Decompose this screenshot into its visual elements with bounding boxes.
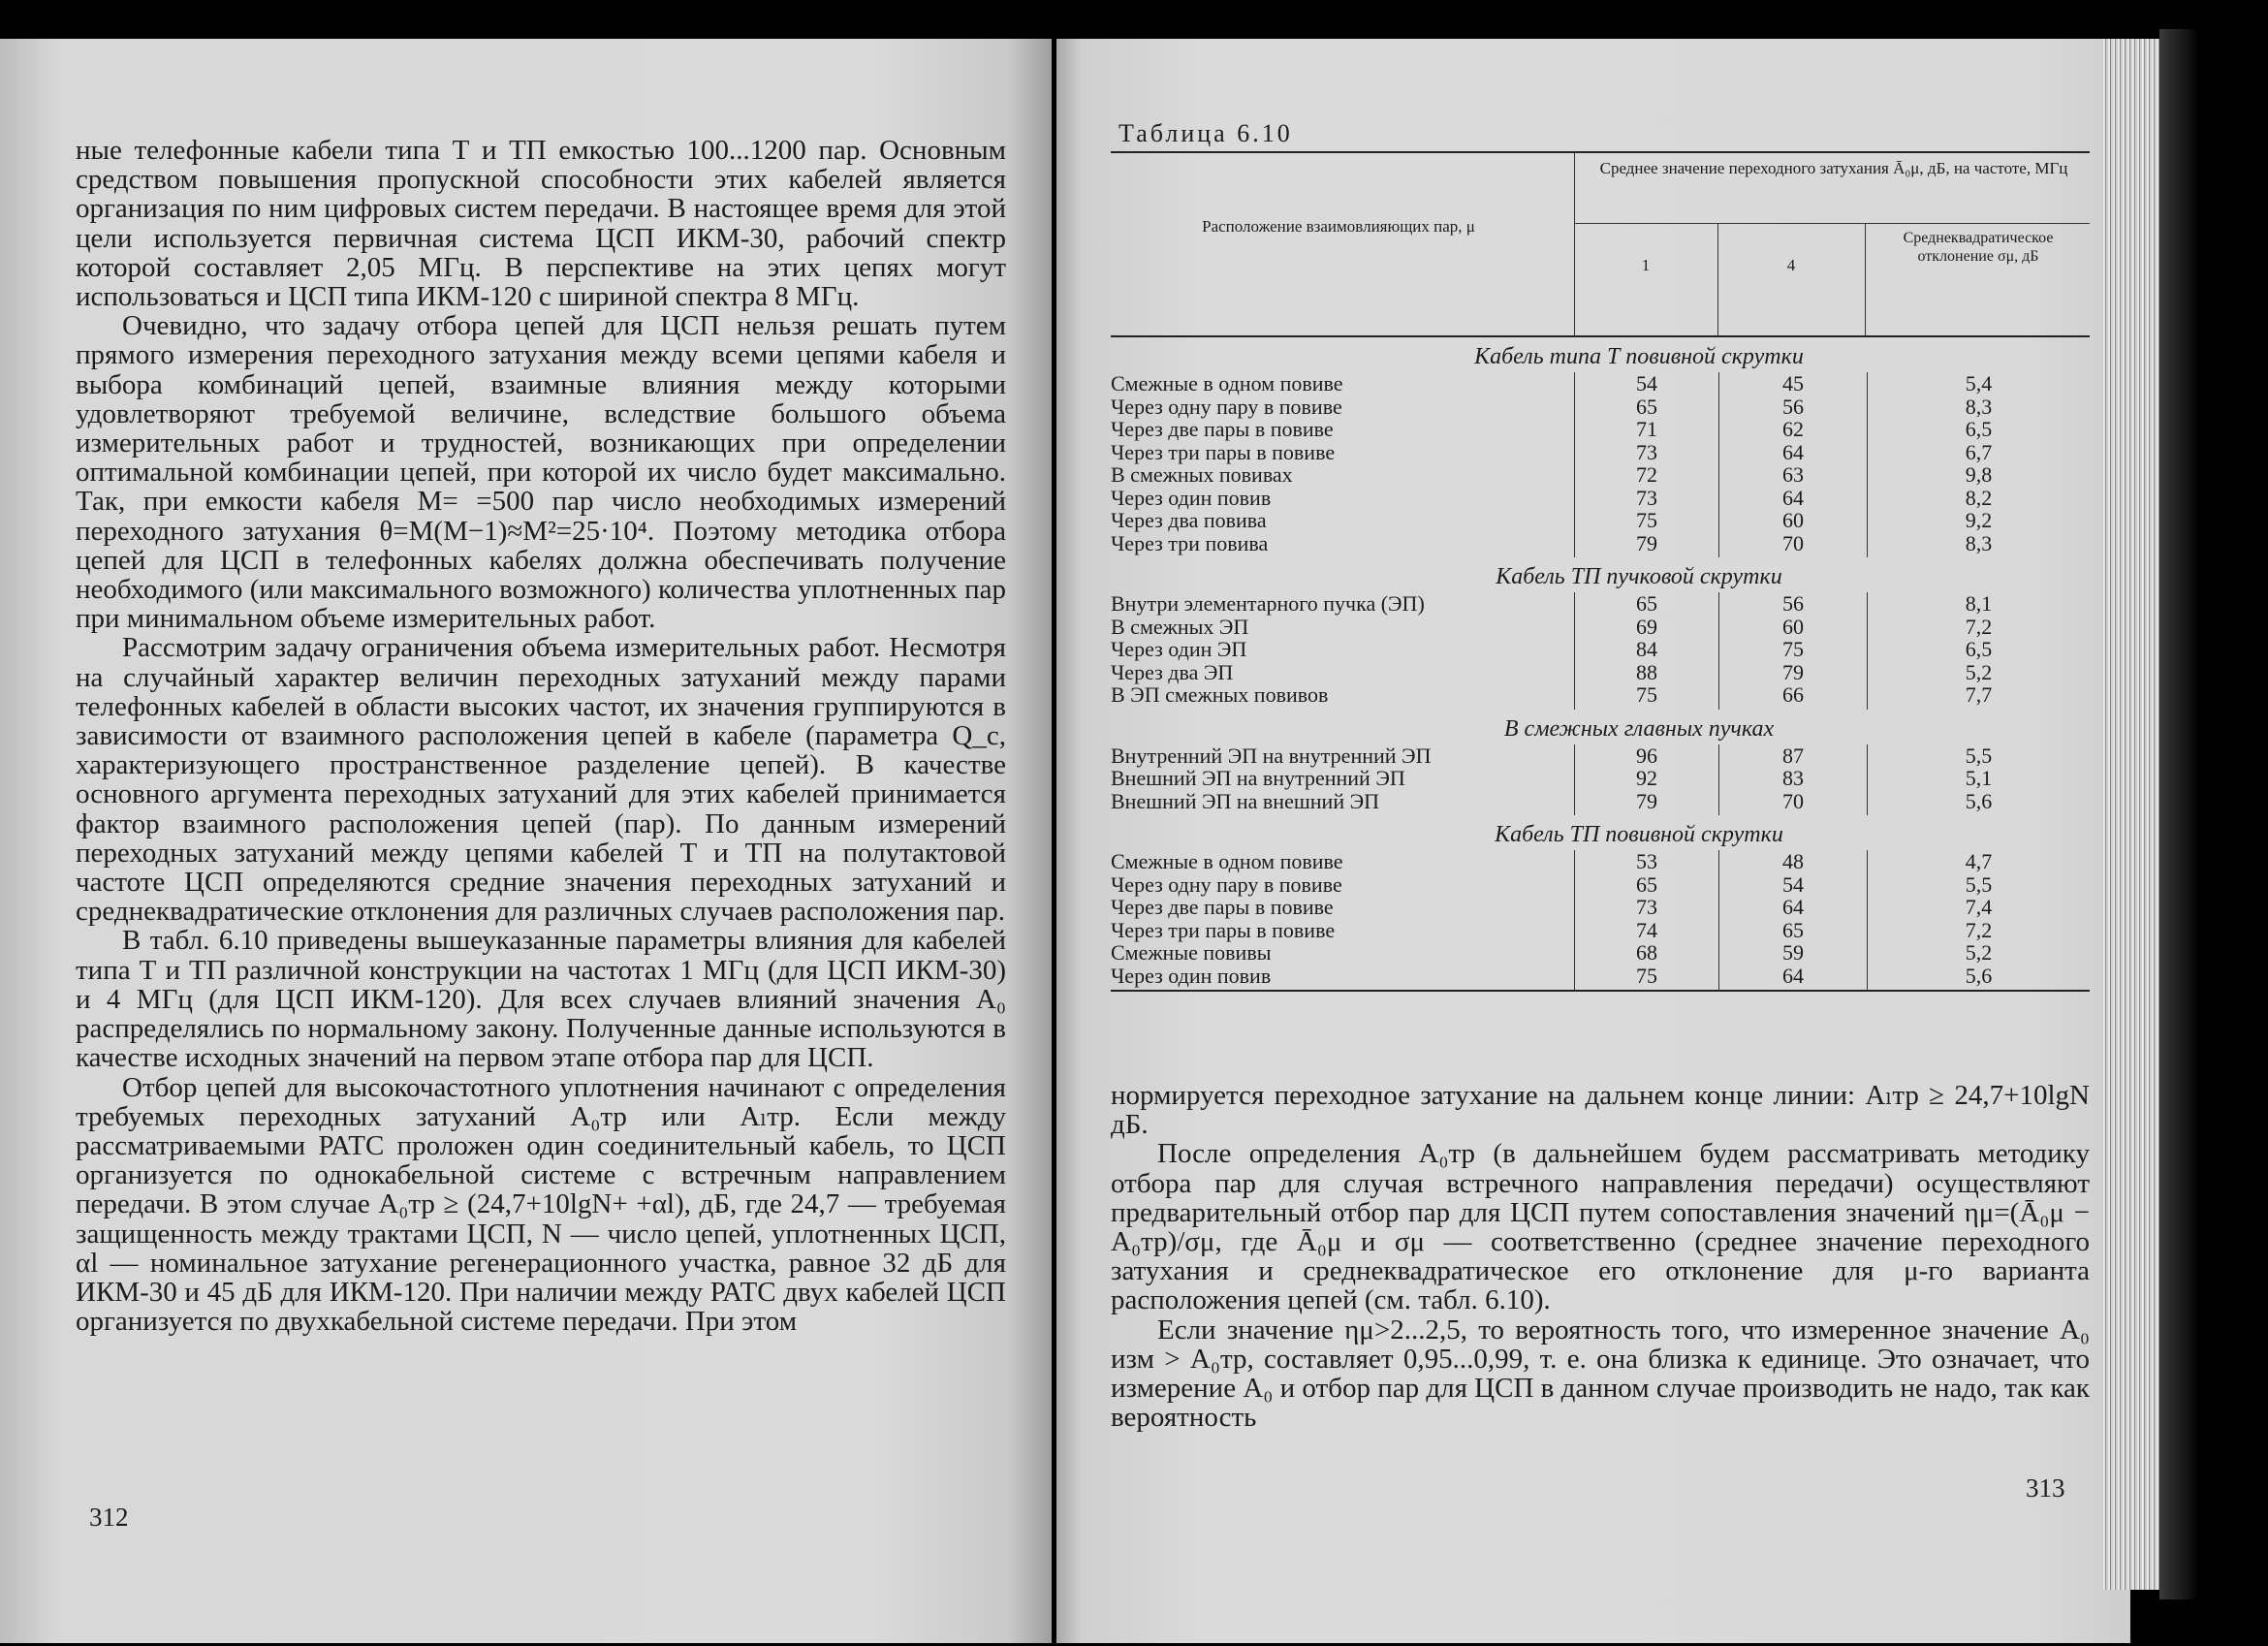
table-row	[1111, 919, 2090, 942]
row-value-4mhz: 56	[1718, 396, 1867, 419]
row-value-4mhz: 70	[1718, 790, 1867, 813]
row-std-dev: 5,6	[1867, 965, 2090, 988]
row-value-4mhz: 56	[1718, 592, 1867, 616]
left-page	[0, 39, 1052, 1643]
row-position: Через одну пару в повиве	[1111, 394, 1342, 419]
book-page-edges	[2103, 39, 2159, 1590]
table-row	[1111, 744, 2090, 768]
right-paragraph-3: Если значение ημ>2...2,5, то вероятность того, что измеренное значение A₀ изм > A₀тр, составляет 0,95...0,99, т. е. она близка к единице. Это означает, что измерение A₀ и отбор пар для ЦСП в данном случае производить не надо, так как вероятность	[1111, 1314, 2090, 1434]
left-paragraph-1: ные телефонные кабели типа Т и ТП емкостью 100...1200 пар. Основным средством повышения пропускной способности этих кабелей является организация по ним цифровых систем передачи. В настоящее время для этой цели используется первичная система ЦСП ИКМ-30, рабочий спектр которой составляет 2,05 МГц. В перспективе на этих цепях могут использоваться и ЦСП типа ИКМ-120 с шириной спектра 8 МГц.	[76, 135, 1006, 313]
table-row	[1111, 767, 2090, 790]
row-value-4mhz: 83	[1718, 767, 1867, 790]
row-std-dev: 5,5	[1867, 873, 2090, 897]
row-value-4mhz: 62	[1718, 418, 1867, 441]
table-section-title: В смежных главных пучках	[1503, 715, 1775, 742]
row-position: В смежных ЭП	[1111, 614, 1249, 639]
row-value-4mhz: 54	[1718, 873, 1867, 897]
row-value-1mhz: 75	[1574, 683, 1718, 707]
row-value-1mhz: 73	[1574, 487, 1718, 510]
table-row	[1111, 661, 2090, 684]
row-value-1mhz: 75	[1574, 965, 1718, 988]
row-std-dev: 6,7	[1867, 441, 2090, 464]
row-position: Через две пары в повиве	[1111, 417, 1334, 441]
table-row	[1111, 965, 2090, 988]
row-value-1mhz: 73	[1574, 441, 1718, 464]
row-std-dev: 9,2	[1867, 509, 2090, 532]
header-mean-attenuation: Среднее значение переходного затухания Ā₀μ, дБ, на частоте, МГц	[1599, 159, 2068, 177]
row-position: Через три пары в повиве	[1111, 439, 1336, 464]
table-section-title: Кабель ТП пучковой скрутки	[1496, 564, 1782, 589]
row-std-dev: 5,1	[1867, 767, 2090, 790]
table-row	[1111, 873, 2090, 897]
row-position: Через один повив	[1111, 485, 1272, 510]
row-value-4mhz: 87	[1718, 744, 1867, 768]
row-value-4mhz: 65	[1718, 919, 1867, 942]
right-paragraph-2: После определения A₀тр (в дальнейшем будем рассматривать методику отбора пар для случая встречного направления передачи) осуществляют предварительный отбор пар для ЦСП путем сопоставления значений ημ=(Ā₀μ − A₀тр)/σμ, где Ā₀μ и σμ — соответственно (среднее значение переходного затухания и среднеквадратическое его отклонение для μ-го варианта расположения цепей (см. табл. 6.10).	[1111, 1138, 2090, 1316]
row-value-4mhz: 60	[1718, 616, 1867, 639]
table-row	[1111, 532, 2090, 555]
row-std-dev: 7,2	[1867, 616, 2090, 639]
table-section-title: Кабель типа Т повивной скрутки	[1474, 344, 1804, 369]
row-position: Внешний ЭП на внешний ЭП	[1111, 788, 1380, 813]
header-std-deviation: Среднеквадратическое отклонение σμ, дБ	[1903, 230, 2054, 265]
row-std-dev: 5,6	[1867, 790, 2090, 813]
row-value-1mhz: 75	[1574, 509, 1718, 532]
right-page	[1056, 39, 2130, 1643]
row-value-1mhz: 65	[1574, 592, 1718, 616]
row-value-4mhz: 75	[1718, 638, 1867, 661]
row-value-4mhz: 64	[1718, 896, 1867, 919]
table-row	[1111, 487, 2090, 510]
right-paragraph-1: нормируется переходное затухание на дальнем конце линии: Aₗтр ≥ 24,7+10lgN дБ.	[1111, 1080, 2090, 1141]
row-std-dev: 9,8	[1867, 463, 2090, 487]
row-value-1mhz: 68	[1574, 941, 1718, 965]
table-row	[1111, 418, 2090, 441]
book-cover-edge	[2159, 29, 2198, 1599]
row-position: Внутри элементарного пучка (ЭП)	[1111, 591, 1425, 616]
left-paragraph-5: Отбор цепей для высокочастотного уплотнения начинают с определения требуемых переходных затуханий A₀тр или Aₗтр. Если между рассматриваемыми РАТС проложен один соединительный кабель, то ЦСП организуется по однокабельной системе с встречным направлением передачи. В этом случае A₀тр ≥ (24,7+10lgN+ +αl), дБ, где 24,7 — требуемая защищенность между трактами ЦСП, N — число цепей, уплотненных ЦСП, αl — номинальное затухание регенерационного участка, равное 32 дБ для ИКМ-30 и 45 дБ для ИКМ-120. При наличии между РАТС двух кабелей ЦСП организуется по двухкабельной системе передачи. При этом	[76, 1071, 1006, 1338]
table-row	[1111, 941, 2090, 965]
row-std-dev: 8,3	[1867, 396, 2090, 419]
row-value-1mhz: 92	[1574, 767, 1718, 790]
row-position: Внутренний ЭП на внутренний ЭП	[1111, 743, 1432, 768]
row-value-1mhz: 71	[1574, 418, 1718, 441]
row-value-1mhz: 74	[1574, 919, 1718, 942]
row-std-dev: 6,5	[1867, 638, 2090, 661]
table-row	[1111, 638, 2090, 661]
row-std-dev: 5,5	[1867, 744, 2090, 768]
table-row	[1111, 790, 2090, 813]
row-std-dev: 4,7	[1867, 850, 2090, 873]
left-paragraph-3: Рассмотрим задачу ограничения объема измерительных работ. Несмотря на случайный характер величин переходных затуханий между парами телефонных кабелей в области высоких частот, их значения группируются в зависимости от взаимного расположения цепей в кабеле (параметра Q_c, характеризующего пространственное разделение цепей). В качестве основного аргумента переходных затуханий для этих кабелей принимается фактор взаимного расположения цепей (пар). По данным измерений переходных затуханий между цепями кабелей Т и ТП на полутактовой частоте ЦСП определяются средние значения переходных затуханий и среднеквадратические отклонения для различных случаев расположения пар.	[76, 632, 1006, 928]
row-position: Через два повива	[1111, 508, 1267, 532]
page-number-right: 313	[2026, 1473, 2065, 1503]
left-page-text	[76, 136, 1006, 1336]
row-value-1mhz: 65	[1574, 396, 1718, 419]
row-value-4mhz: 45	[1718, 372, 1867, 396]
row-position: Смежные в одном повиве	[1111, 371, 1343, 396]
row-position: Через три пары в повиве	[1111, 917, 1336, 942]
table-row	[1111, 372, 2090, 396]
row-position: Через три повива	[1111, 530, 1269, 555]
row-value-1mhz: 73	[1574, 896, 1718, 919]
row-value-4mhz: 64	[1718, 965, 1867, 988]
table-section-title: Кабель ТП повивной скрутки	[1495, 822, 1783, 847]
row-value-4mhz: 60	[1718, 509, 1867, 532]
row-value-1mhz: 69	[1574, 616, 1718, 639]
row-std-dev: 5,4	[1867, 372, 2090, 396]
row-std-dev: 7,4	[1867, 896, 2090, 919]
table-row	[1111, 592, 2090, 616]
row-value-1mhz: 65	[1574, 873, 1718, 897]
right-page-text	[1111, 1081, 2090, 1432]
table-row	[1111, 463, 2090, 487]
row-value-1mhz: 79	[1574, 790, 1718, 813]
row-std-dev: 8,3	[1867, 532, 2090, 555]
row-position: Через одну пару в повиве	[1111, 871, 1342, 897]
row-value-4mhz: 59	[1718, 941, 1867, 965]
row-value-4mhz: 48	[1718, 850, 1867, 873]
row-position: Смежные в одном повиве	[1111, 849, 1343, 873]
table-6-10	[1111, 151, 2090, 992]
row-position: Через один повив	[1111, 963, 1272, 988]
row-value-4mhz: 79	[1718, 661, 1867, 684]
table-row	[1111, 616, 2090, 639]
table-row	[1111, 850, 2090, 873]
table-body	[1111, 337, 2090, 990]
table-row	[1111, 896, 2090, 919]
table-caption: Таблица 6.10	[1118, 119, 1293, 147]
row-value-4mhz: 66	[1718, 683, 1867, 707]
row-position: Смежные повивы	[1111, 940, 1272, 965]
table-header	[1111, 151, 2090, 337]
table-row	[1111, 683, 2090, 707]
row-value-4mhz: 64	[1718, 441, 1867, 464]
row-value-1mhz: 88	[1574, 661, 1718, 684]
row-std-dev: 7,7	[1867, 683, 2090, 707]
row-value-1mhz: 79	[1574, 532, 1718, 555]
row-position: Через два ЭП	[1111, 659, 1234, 684]
row-value-1mhz: 53	[1574, 850, 1718, 873]
row-position: Внешний ЭП на внутренний ЭП	[1111, 766, 1405, 790]
table-row	[1111, 441, 2090, 464]
row-std-dev: 5,2	[1867, 661, 2090, 684]
row-std-dev: 6,5	[1867, 418, 2090, 441]
table-row	[1111, 509, 2090, 532]
row-value-4mhz: 64	[1718, 487, 1867, 510]
page-number-left: 312	[89, 1503, 129, 1532]
row-std-dev: 5,2	[1867, 941, 2090, 965]
row-value-4mhz: 70	[1718, 532, 1867, 555]
header-freq-1: 1	[1641, 256, 1651, 274]
row-std-dev: 8,1	[1867, 592, 2090, 616]
left-paragraph-2: Очевидно, что задачу отбора цепей для ЦСП нельзя решать путем прямого измерения переходного затухания между всеми цепями кабеля и выбора комбинаций цепей, взаимные влияния между которыми удовлетворяют требуемой величине, вследствие большого объема измерительных работ и трудностей, возникающих при определении оптимальной комбинации цепей, при которой их число будет максимально. Так, при емкости кабеля M= =500 пар число необходимых измерений переходного затухания θ=M(M−1)≈M²=25·10⁴. Поэтому методика отбора цепей для ЦСП в телефонных кабелях должна обеспечивать получение необходимого (или максимального возможного) количества уплотненных пар при минимальном объеме измерительных работ.	[76, 310, 1006, 635]
table-row	[1111, 396, 2090, 419]
row-position: В смежных повивах	[1111, 462, 1293, 487]
row-value-1mhz: 54	[1574, 372, 1718, 396]
header-freq-4: 4	[1786, 256, 1796, 274]
row-position: Через один ЭП	[1111, 637, 1247, 661]
row-std-dev: 7,2	[1867, 919, 2090, 942]
row-value-1mhz: 72	[1574, 463, 1718, 487]
left-paragraph-4: В табл. 6.10 приведены вышеуказанные параметры влияния для кабелей типа Т и ТП различной конструкции на частотах 1 МГц (для ЦСП ИКМ-30) и 4 МГц (для ЦСП ИКМ-120). Для всех случаев влияний значения A₀ распределялись по нормальному закону. Полученные данные используются в качестве исходных значений на первом этапе отбора пар для ЦСП.	[76, 925, 1006, 1074]
row-std-dev: 8,2	[1867, 487, 2090, 510]
header-position: Расположение взаимовлияющих пар, μ	[1202, 217, 1475, 236]
row-position: В ЭП смежных повивов	[1111, 682, 1329, 707]
row-position: Через две пары в повиве	[1111, 895, 1334, 919]
row-value-4mhz: 63	[1718, 463, 1867, 487]
row-value-1mhz: 96	[1574, 744, 1718, 768]
row-value-1mhz: 84	[1574, 638, 1718, 661]
